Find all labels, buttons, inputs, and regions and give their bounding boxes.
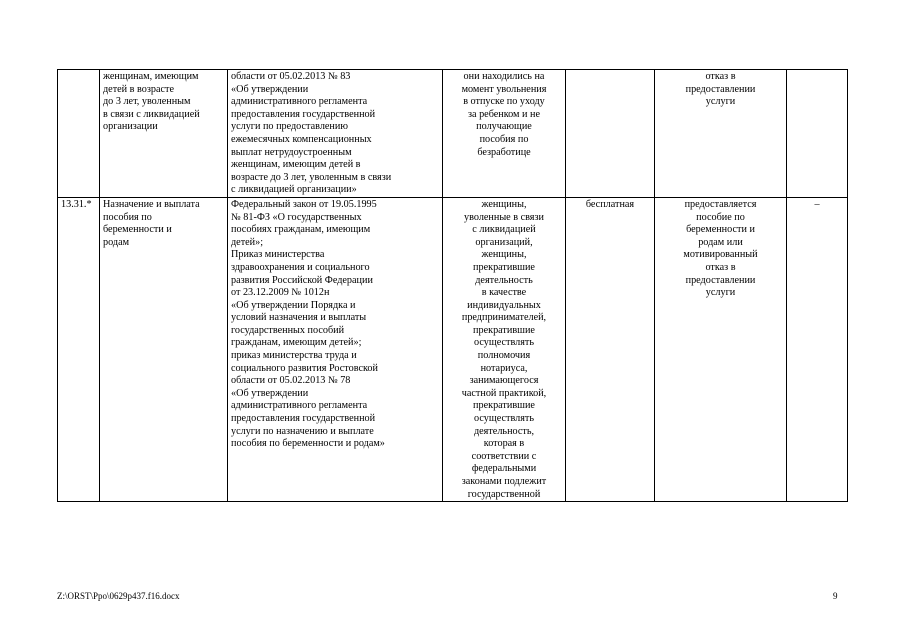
text-line: от 23.12.2009 № 1012н [231, 287, 330, 299]
text-line: беременности и [686, 224, 755, 236]
result-cell [655, 70, 787, 198]
text-line: до 3 лет, уволенным [103, 96, 191, 108]
text-line: с ликвидацией организации» [231, 184, 357, 196]
text-line: женщины, [481, 249, 527, 261]
result-cell [655, 197, 787, 501]
text-line: Приказ министерства [231, 249, 325, 261]
text-line: в связи с ликвидацией [103, 108, 200, 120]
text-line: ежемесячных компенсационных [231, 133, 372, 145]
recipients-cell [443, 197, 566, 501]
text-line: административного регламента [231, 400, 368, 412]
text-line: уволенные в связи [464, 211, 544, 223]
text-line: пособиях гражданам, имеющим [231, 224, 371, 236]
text-line: индивидуальных [467, 299, 541, 311]
text-line: предоставлении [685, 83, 756, 95]
extra-cell [787, 70, 848, 198]
text-line: момент увольнения [461, 83, 547, 95]
text-line: родам [103, 236, 130, 248]
text-line: получающие [476, 121, 532, 133]
text-line: области от 05.02.2013 № 83 [231, 71, 351, 82]
text-line: пособия по [479, 133, 529, 145]
text-line: здравоохранения и социального [231, 261, 370, 273]
text-line: Федеральный закон от 19.05.1995 [231, 198, 377, 210]
text-line: организаций, [475, 236, 533, 248]
text-line: услуги по предоставлению [231, 121, 348, 133]
table-row [58, 70, 848, 198]
text-line: Назначение и выплата [103, 198, 200, 210]
text-line: женщины, [481, 198, 527, 210]
text-line: женщинам, имеющим детей в [231, 159, 361, 171]
text-line: приказ министерства труда и [231, 350, 357, 362]
fee-cell: бесплатная [566, 197, 655, 501]
text-line: в качестве [481, 287, 527, 299]
text-line: беременности и [103, 224, 172, 236]
text-line: занимающегося [469, 375, 539, 387]
footer-file-path: Z:\ORST\Ppo\0629p437.f16.docx [57, 591, 180, 601]
text-line: осуществлять [474, 337, 534, 349]
text-line: нотариуса, [480, 362, 528, 374]
text-line: выплат нетрудоустроенным [231, 146, 352, 158]
text-line: прекратившие [473, 261, 535, 273]
text-line: организации [103, 121, 158, 133]
extra-cell: – [787, 197, 848, 501]
table-row [58, 197, 848, 501]
page-number: 9 [833, 591, 838, 601]
text-line: безработице [477, 146, 531, 158]
service-name-cell [100, 70, 228, 198]
text-line: частной практикой, [461, 387, 547, 399]
text-line: детей»; [231, 236, 264, 248]
text-line: федеральными [471, 463, 537, 475]
text-line: предоставления государственной [231, 108, 376, 120]
text-line: пособия по беременности и родам» [231, 438, 385, 450]
text-line: «Об утверждении [231, 83, 309, 95]
services-table [57, 69, 848, 502]
text-line: предоставлении [685, 274, 756, 286]
text-line: услуги [705, 96, 736, 108]
text-line: полномочия [477, 350, 531, 362]
row-number-cell: 13.31.* [58, 197, 100, 501]
text-line: отказ в [705, 261, 736, 273]
text-line: деятельность [475, 274, 533, 286]
row-number-cell [58, 70, 100, 198]
text-line: административного регламента [231, 96, 368, 108]
text-line: развития Российской Федерации [231, 274, 373, 286]
text-line: прекратившие [473, 400, 535, 412]
text-line: осуществлять [474, 413, 534, 425]
text-line: социального развития Ростовской [231, 362, 378, 374]
text-line: предпринимателей, [461, 312, 547, 324]
recipients-cell [443, 70, 566, 198]
text-line: прекратившие [473, 324, 535, 336]
text-line: предоставления государственной [231, 413, 376, 425]
text-line: государственной [467, 488, 541, 500]
text-line: соответствии с [471, 450, 537, 462]
text-line: услуги [705, 287, 736, 299]
text-line: «Об утверждении Порядка и [231, 299, 356, 311]
legal-basis-cell [228, 197, 443, 501]
text-line: мотивированный [683, 249, 758, 261]
text-line: деятельность, [473, 425, 535, 437]
text-line: женщинам, имеющим [103, 71, 199, 82]
fee-cell [566, 70, 655, 198]
text-line: № 81-ФЗ «О государственных [231, 211, 362, 223]
text-line: государственных пособий [231, 324, 345, 336]
text-line: законами подлежит [461, 476, 547, 487]
text-line: гражданам, имеющим детей»; [231, 337, 362, 349]
text-line: «Об утверждении [231, 387, 309, 399]
text-line: отказ в [705, 71, 736, 82]
text-line: услуги по назначению и выплате [231, 425, 374, 437]
text-line: возрасте до 3 лет, уволенным в связи [231, 171, 392, 183]
legal-basis-cell [228, 70, 443, 198]
text-line: за ребенком и не [467, 108, 541, 120]
text-line: условий назначения и выплаты [231, 312, 367, 324]
service-name-cell [100, 197, 228, 501]
text-line: пособия по [103, 211, 152, 223]
text-line: они находились на [463, 71, 545, 82]
text-line: родам или [698, 236, 743, 248]
text-line: с ликвидацией [472, 224, 536, 236]
text-line: которая в [483, 438, 525, 450]
text-line: детей в возрасте [103, 83, 175, 95]
text-line: области от 05.02.2013 № 78 [231, 375, 351, 387]
text-line: пособие по [696, 211, 745, 223]
text-line: в отпуске по уходу [463, 96, 545, 108]
text-line: предоставляется [684, 198, 757, 210]
